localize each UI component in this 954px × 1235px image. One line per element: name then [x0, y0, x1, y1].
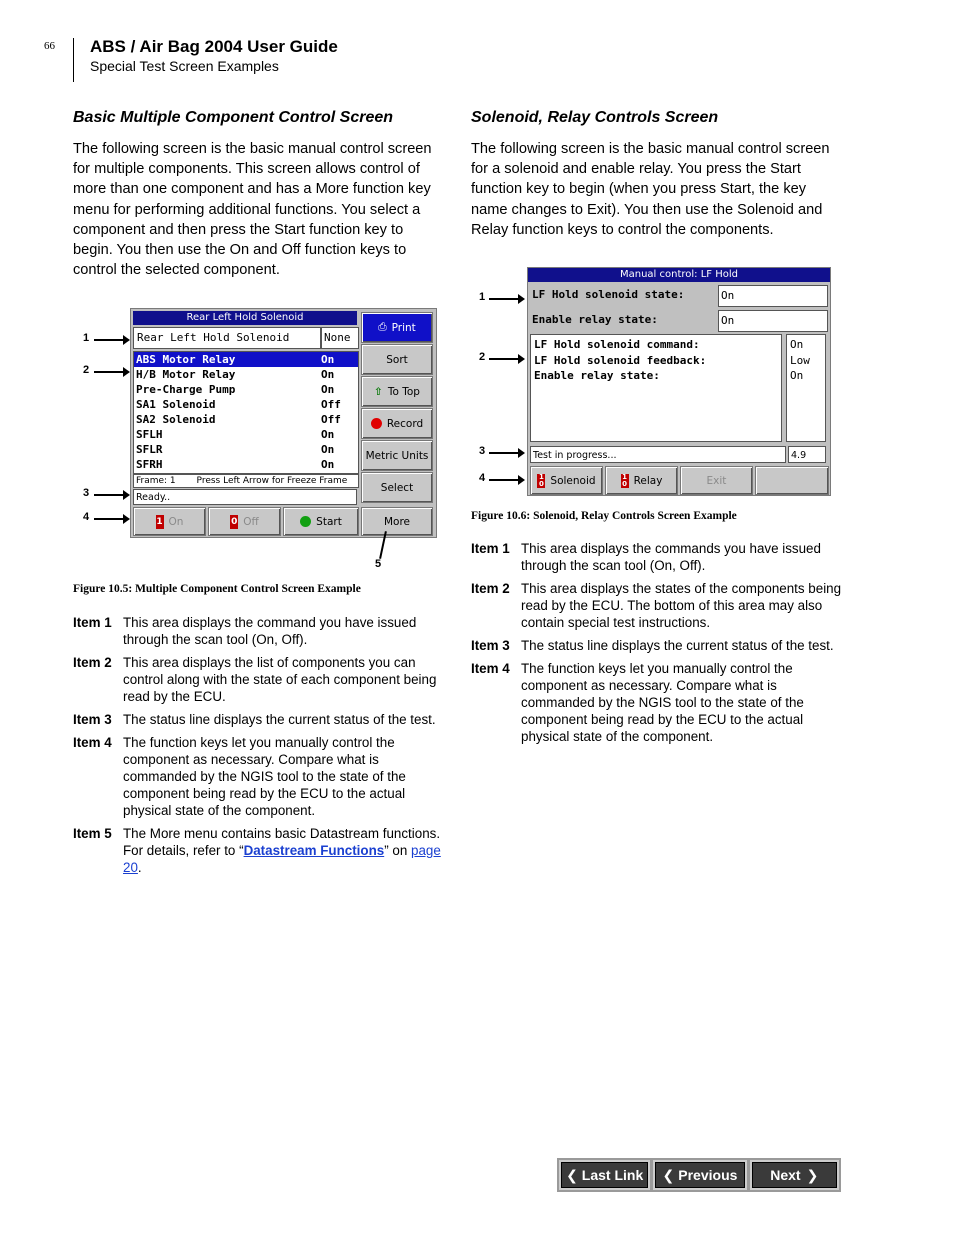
callout-3: 3 [479, 445, 486, 457]
component-name: Pre-Charge Pump [136, 383, 236, 396]
exit-key[interactable]: Exit [680, 466, 753, 495]
command-label-1: LF Hold solenoid state: [532, 288, 685, 301]
right-item-2: Item 2 This area displays the states of the components being read by the ECU. The bottom of this area may also contain special test instructions. [471, 581, 842, 630]
scan-tool-screen [130, 308, 437, 538]
command-value: None [321, 327, 359, 349]
frame-label: Frame: 1 [136, 476, 176, 486]
component-row[interactable] [134, 427, 358, 442]
off-icon: 0 [231, 516, 238, 527]
callout-5: 5 [375, 558, 382, 570]
blank-key[interactable] [755, 466, 829, 495]
left-item-3: Item 3 The status line displays the current status of the test. [73, 712, 436, 727]
status-value: 4.9 [788, 446, 826, 463]
to-top-key[interactable]: ⇧ To Top [361, 376, 433, 407]
metric-units-key[interactable]: Metric Units [361, 440, 433, 471]
arrow-up-icon: ⇧ [374, 385, 383, 398]
callout-2: 2 [479, 351, 486, 363]
component-row[interactable] [134, 442, 358, 457]
toggle-icon: 1 0 [622, 472, 627, 488]
right-paragraph: The following screen is the basic manual control screen for a solenoid and enable relay. You press the Start function key to begin (when you press Start, the key name changes to Exit). You then use the Solenoid and Relay function keys to control the components. [471, 141, 830, 238]
relay-key[interactable]: 1 0 Relay [605, 466, 678, 495]
previous-button[interactable]: ❮ Previous [653, 1160, 746, 1190]
feedback-values: On Low On [786, 334, 826, 442]
callout-1: 1 [479, 291, 486, 303]
callout-arrow [94, 518, 128, 520]
callout-arrow [94, 494, 128, 496]
component-name: SFRH [136, 458, 163, 471]
record-key[interactable]: Record [361, 408, 433, 439]
last-link-button[interactable]: ❮ Last Link [559, 1160, 650, 1190]
chevron-left-icon: ❮ [662, 1166, 675, 1183]
component-state: On [321, 353, 335, 366]
solenoid-key[interactable]: 1 0 Solenoid [530, 466, 603, 495]
component-name: SA1 Solenoid [136, 398, 216, 411]
figure-solenoid-relay [477, 265, 833, 497]
component-state: On [321, 458, 335, 471]
callout-4: 4 [479, 472, 486, 484]
screen-title-bar: Manual control: LF Hold [528, 268, 830, 282]
frame-line [133, 474, 359, 488]
command-value-2: On [718, 310, 828, 332]
component-name: SA2 Solenoid [136, 413, 216, 426]
left-item-list [73, 614, 445, 882]
chevron-left-icon: ❮ [566, 1166, 578, 1183]
callout-3: 3 [83, 487, 90, 499]
callout-arrow [489, 452, 523, 454]
record-icon [371, 418, 382, 429]
toggle-icon: 1 0 [538, 472, 544, 488]
start-key[interactable]: Start [283, 507, 359, 536]
scan-tool-screen [527, 267, 831, 496]
callout-1: 1 [83, 332, 90, 344]
figure-10-6-caption: Figure 10.6: Solenoid, Relay Controls Screen Example [471, 510, 737, 522]
left-item-4: Item 4 The function keys let you manually control the component as necessary. Compare what is commanded by the NGIS tool to the state of the component being read by the ECU to the actual physical state of the component. [73, 735, 406, 818]
command-value-1: On [718, 285, 828, 307]
callout-arrow [489, 358, 523, 360]
component-name: SFLH [136, 428, 163, 441]
left-section-heading: Basic Multiple Component Control Screen [73, 109, 394, 126]
component-state: On [321, 383, 335, 396]
document-title: ABS / Air Bag 2004 User Guide [90, 37, 338, 56]
component-state: Off [321, 413, 341, 426]
document-subtitle: Special Test Screen Examples [90, 58, 279, 74]
component-row[interactable] [134, 367, 358, 382]
chevron-right-icon: ❯ [806, 1166, 819, 1183]
component-name: ABS Motor Relay [136, 353, 236, 366]
left-paragraph: The following screen is the basic manual control screen for multiple components. This screen allows control of more than one component and has a More function key menu for performing additional functions. You select a component and then press the Start function key to begin. You then use the On and Off function keys to control the selected component. [73, 141, 432, 279]
component-state: On [321, 368, 335, 381]
more-key[interactable]: More [361, 507, 433, 536]
figure-multiple-component [82, 306, 438, 538]
left-item-5: Item 5 The More menu contains basic Datastream functions. For details, refer to “Datastream Functions” on page 20. [73, 826, 441, 875]
component-name: H/B Motor Relay [136, 368, 236, 381]
screen-title-bar: Rear Left Hold Solenoid [133, 311, 357, 325]
callout-arrow [94, 339, 128, 341]
figure-10-5-caption: Figure 10.5: Multiple Component Control Screen Example [73, 583, 361, 595]
callout-4: 4 [83, 511, 90, 523]
callout-2: 2 [83, 364, 90, 376]
command-label: Rear Left Hold Solenoid [133, 327, 321, 349]
next-button[interactable]: Next ❯ [750, 1160, 839, 1190]
left-item-2: Item 2 This area displays the list of components you can control along with the state of each component being read by the ECU. [73, 655, 437, 704]
printer-icon: ⎙ [378, 321, 387, 333]
feedback-labels: LF Hold solenoid command: LF Hold solenoid feedback: Enable relay state: [530, 334, 782, 442]
callout-arrow [489, 479, 523, 481]
right-item-list [471, 540, 843, 751]
component-row[interactable] [134, 352, 358, 367]
start-icon [300, 516, 311, 527]
header-divider [73, 38, 74, 82]
status-line: Test in progress... [530, 446, 786, 463]
component-state: Off [321, 398, 341, 411]
page-navigation [557, 1158, 841, 1192]
component-row[interactable] [134, 457, 358, 472]
on-key[interactable]: 1 On [133, 507, 206, 536]
component-list[interactable] [133, 351, 359, 474]
page-number: 66 [44, 40, 55, 52]
command-label-2: Enable relay state: [532, 313, 658, 326]
right-item-4: Item 4 The function keys let you manually control the component as necessary. Compare what is commanded by the NGIS tool to the state of the component being read by the ECU to the actual physical state of the component. [471, 661, 804, 744]
status-line: Ready.. [133, 489, 357, 505]
left-item-1: Item 1 This area displays the command you have issued through the scan tool (On, Off). [73, 615, 417, 647]
right-section-heading: Solenoid, Relay Controls Screen [471, 109, 719, 126]
right-item-3: Item 3 The status line displays the current status of the test. [471, 638, 834, 653]
component-row[interactable] [134, 382, 358, 397]
sort-key[interactable]: Sort [361, 344, 433, 375]
callout-arrow [489, 298, 523, 300]
print-key[interactable]: ⎙ Print [361, 312, 433, 343]
component-row[interactable] [134, 412, 358, 427]
on-icon: 1 [156, 516, 163, 527]
component-state: On [321, 443, 335, 456]
component-state: On [321, 428, 335, 441]
callout-arrow [94, 371, 128, 373]
component-row[interactable] [134, 397, 358, 412]
off-key[interactable]: 0 Off [208, 507, 281, 536]
select-key[interactable]: Select [361, 472, 433, 503]
frame-hint: Press Left Arrow for Freeze Frame [196, 476, 348, 486]
datastream-functions-link[interactable]: Datastream Functions [243, 843, 385, 858]
component-name: SFLR [136, 443, 163, 456]
right-item-1: Item 1 This area displays the commands you have issued through the scan tool (On, Off). [471, 541, 821, 573]
page-20-link[interactable]: page 20 [123, 843, 441, 875]
